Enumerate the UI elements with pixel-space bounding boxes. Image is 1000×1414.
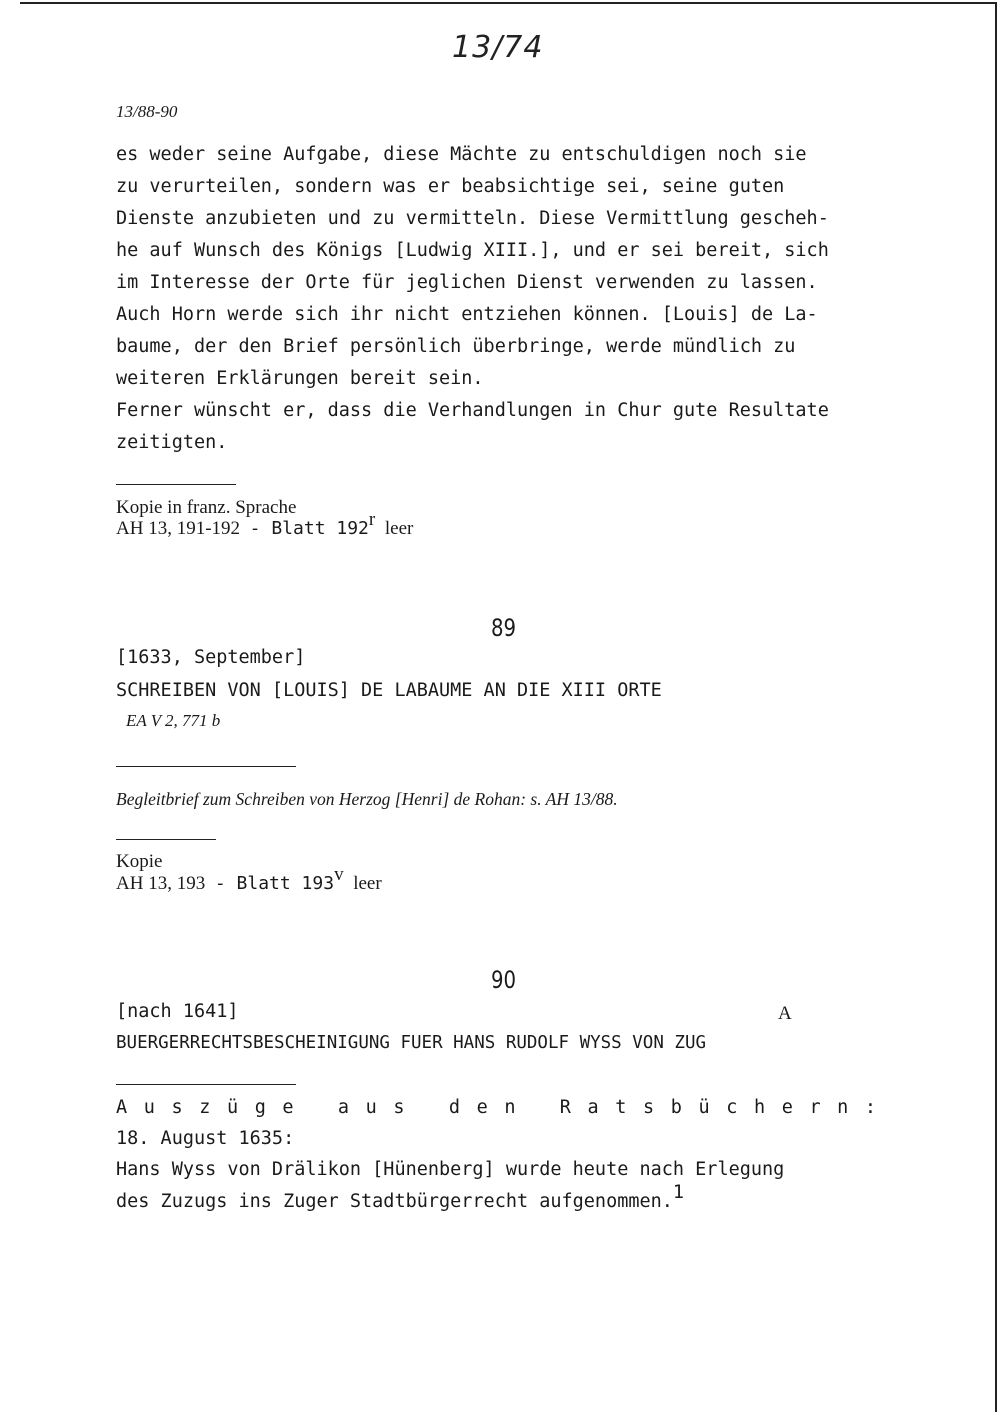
doc89-copy-note: Kopie bbox=[116, 851, 163, 872]
body-line: Ferner wünscht er, dass die Verhandlungen in Chur gute Resultate bbox=[116, 400, 829, 421]
page-border-right bbox=[995, 2, 997, 1412]
body-line: im Interesse der Orte für jeglichen Dienst verwenden zu lassen. bbox=[116, 272, 818, 293]
doc89-archive-ref bbox=[116, 864, 382, 895]
document-number: 89 bbox=[491, 614, 517, 642]
separator-rule bbox=[116, 1084, 296, 1085]
ea-reference: EA V 2, 771 b bbox=[126, 711, 221, 730]
archive-ref-prefix: AH 13, 193 bbox=[116, 873, 206, 894]
document-title: BUERGERRECHTSBESCHEINIGUNG FUER HANS RUDOLF WYSS VON ZUG bbox=[116, 1033, 707, 1053]
archive-ref-superscript: r bbox=[368, 509, 376, 530]
body-line: Auch Horn werde sich ihr nicht entziehen können. [Louis] de La- bbox=[116, 304, 818, 325]
body-line: weiteren Erklärungen bereit sein. bbox=[116, 368, 484, 389]
archive-ref-suffix: leer bbox=[384, 518, 414, 539]
body-line: he auf Wunsch des Königs [Ludwig XIII.], und er sei bereit, sich bbox=[116, 240, 829, 261]
separator-rule bbox=[116, 766, 296, 767]
doc88-copy-note: Kopie in franz. Sprache bbox=[116, 497, 297, 518]
archive-ref-prefix: AH 13, 191-192 bbox=[116, 518, 241, 539]
document-note: Begleitbrief zum Schreiben von Herzog [Henri] de Rohan: s. AH 13/88. bbox=[116, 789, 618, 809]
excerpt-line-text: des Zuzugs ins Zuger Stadtbürgerrecht aufgenommen. bbox=[116, 1191, 673, 1212]
body-line: baume, der den Brief persönlich überbringe, werde mündlich zu bbox=[116, 336, 796, 357]
body-line: zeitigten. bbox=[116, 432, 228, 453]
excerpt-line: Hans Wyss von Drälikon [Hünenberg] wurde heute nach Erlegung bbox=[116, 1159, 785, 1180]
body-line: Dienste anzubieten und zu vermitteln. Diese Vermittlung gescheh- bbox=[116, 208, 829, 229]
page-border-top bbox=[20, 2, 996, 4]
document-date: [1633, September] bbox=[116, 647, 306, 668]
document-date: [nach 1641] bbox=[116, 1001, 239, 1022]
archive-ref-blatt: - Blatt 193 bbox=[214, 873, 335, 894]
body-line: zu verurteilen, sondern was er beabsichtige sei, seine guten bbox=[116, 176, 785, 197]
document-number: 90 bbox=[491, 966, 517, 994]
doc88-archive-ref bbox=[116, 509, 414, 540]
archive-ref-blatt: - Blatt 192 bbox=[249, 518, 369, 539]
archive-ref-suffix: leer bbox=[353, 873, 382, 894]
excerpt-heading: Auszüge aus den Ratsbüchern: bbox=[116, 1097, 893, 1118]
separator-rule bbox=[116, 484, 236, 485]
page-reference: 13/88-90 bbox=[116, 102, 178, 121]
document-title: SCHREIBEN VON [LOUIS] DE LABAUME AN DIE XIII ORTE bbox=[116, 680, 662, 701]
excerpt-date: 18. August 1635: bbox=[116, 1128, 295, 1149]
document-marker: A bbox=[778, 1003, 792, 1024]
handwritten-archive-number: 13/74 bbox=[452, 30, 544, 65]
document-88-body bbox=[116, 139, 906, 459]
footnote-marker: 1 bbox=[672, 1182, 685, 1203]
excerpt-line bbox=[116, 1182, 685, 1212]
archive-ref-superscript: v bbox=[334, 864, 344, 885]
body-line: es weder seine Aufgabe, diese Mächte zu entschuldigen noch sie bbox=[116, 144, 807, 165]
separator-rule bbox=[116, 839, 216, 840]
